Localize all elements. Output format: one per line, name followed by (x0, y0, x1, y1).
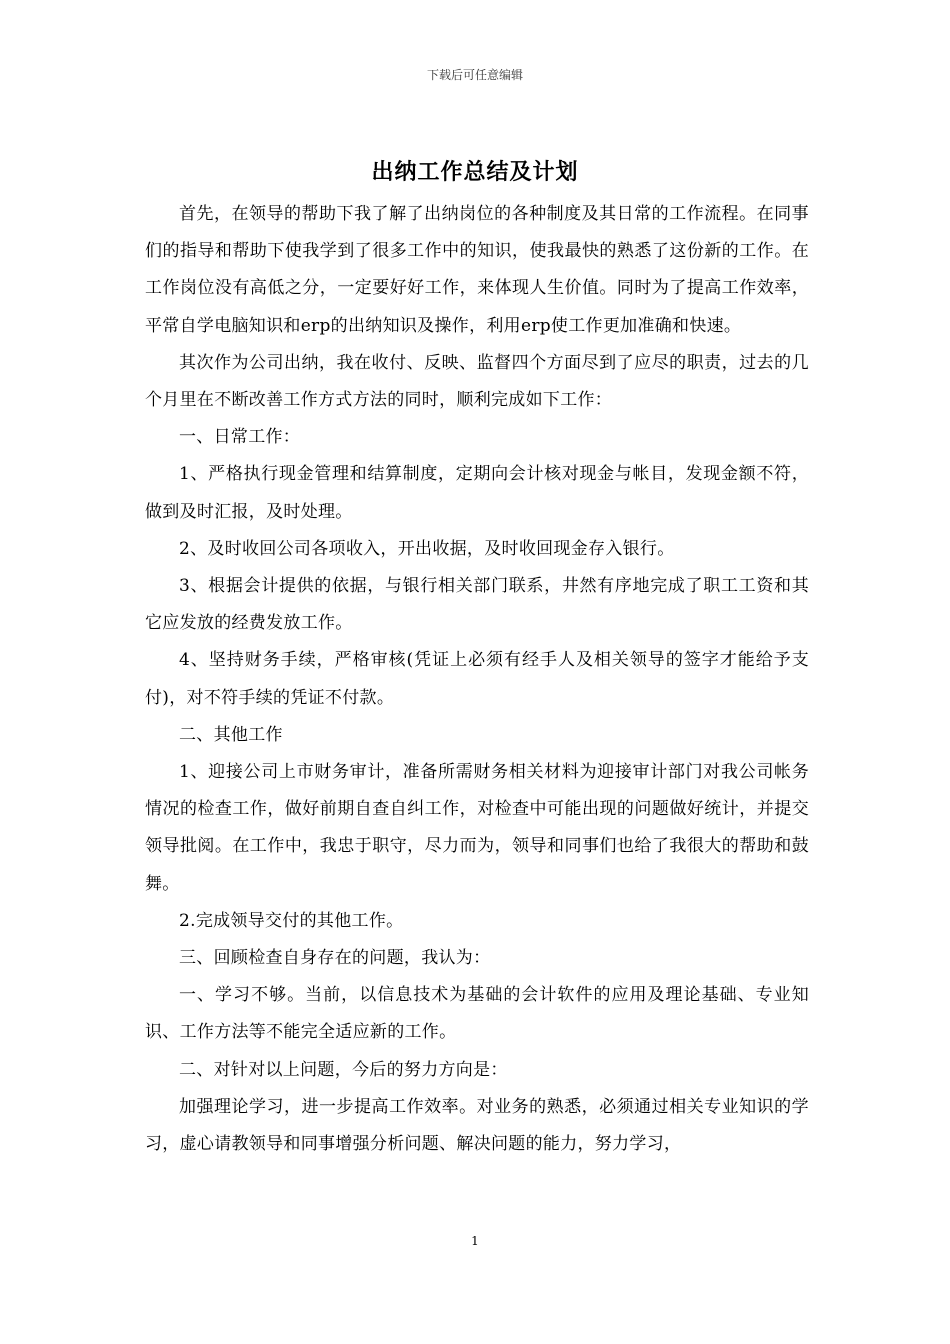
list-item-financial-procedures: 4、坚持财务手续，严格审核(凭证上必须有经手人及相关领导的签字才能给予支付)，对不符手续的凭证不付款。 (145, 650, 809, 708)
document-title: 出纳工作总结及计划 (371, 159, 579, 185)
page-number: 1 (471, 1234, 479, 1248)
list-item-other-tasks: 2.完成领导交付的其他工作。 (179, 910, 404, 931)
heading-daily-work: 一、日常工作： (179, 427, 301, 448)
heading-self-review: 三、回顾检查自身存在的问题，我认为： (179, 948, 491, 969)
heading-other-work: 二、其他工作 (179, 724, 283, 745)
list-item-payroll: 3、根据会计提供的依据，与银行相关部门联系，井然有序地完成了职工工资和其它应发放的经费发放工作。 (145, 576, 809, 634)
list-item-collect-income: 2、及时收回公司各项收入，开出收据，及时收回现金存入银行。 (179, 538, 675, 559)
list-item-insufficient-study: 一、学习不够。当前，以信息技术为基础的会计软件的应用及理论基础、专业知识、工作方法等不能完全适应新的工作。 (145, 985, 809, 1043)
list-item-cash-management: 1、严格执行现金管理和结算制度，定期向会计核对现金与帐目，发现金额不符，做到及时汇报，及时处理。 (145, 464, 809, 522)
paragraph-duties: 其次作为公司出纳，我在收付、反映、监督四个方面尽到了应尽的职责，过去的几个月里在不断改善工作方式方法的同时，顺利完成如下工作： (145, 352, 809, 411)
paragraph-intro: 首先，在领导的帮助下我了解了出纳岗位的各种制度及其日常的工作流程。在同事们的指导和帮助下使我学到了很多工作中的知识，使我最快的熟悉了这份新的工作。在工作岗位没有高低之分，一定要好好工作，来体现人生价值。同时为了提高工作效率，平常自学电脑知识和erp的出纳知识及操作，利用erp使工作更加准确和快速。 (145, 204, 809, 336)
document-body (145, 196, 809, 1163)
download-editable-note: 下载后可任意编辑 (426, 68, 523, 82)
heading-improvement-direction: 二、对针对以上问题，今后的努力方向是： (179, 1059, 508, 1080)
paragraph-strengthen-study: 加强理论学习，进一步提高工作效率。对业务的熟悉，必须通过相关专业知识的学习，虚心请教领导和同事增强分析问题、解决问题的能力，努力学习， (145, 1096, 809, 1155)
list-item-audit: 1、迎接公司上市财务审计，准备所需财务相关材料为迎接审计部门对我公司帐务情况的检查工作，做好前期自查自纠工作，对检查中可能出现的问题做好统计，并提交领导批阅。在工作中，我忠于职守，尽力而为，领导和同事们也给了我很大的帮助和鼓舞。 (145, 762, 809, 894)
